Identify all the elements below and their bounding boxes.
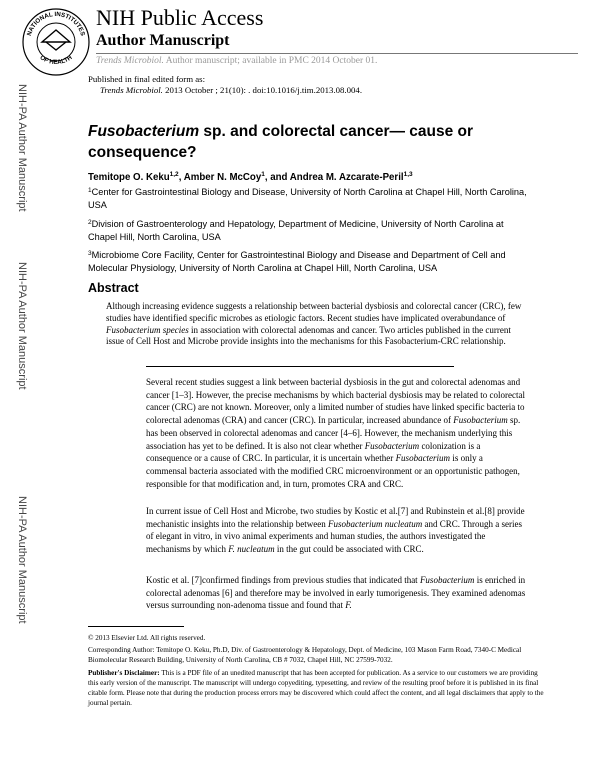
author-affiliation-mark: 1,3 xyxy=(403,171,413,178)
availability-text: Author manuscript; available in PMC 2014 October 01. xyxy=(163,56,378,66)
affiliation-text: Center for Gastrointestinal Biology and Disease, University of North Carolina at Chapel Hill, North Carolina, USA xyxy=(88,187,527,210)
para-segment: and CRC. Through a series of elegant in vitro, in vivo animal experiments and human studies, the authors investigated the mechanisms by which xyxy=(146,518,523,555)
author-affiliation-mark: 1,2 xyxy=(169,171,179,178)
affiliation-text: Division of Gastroenterology and Hepatology, Department of Medicine, University of North Carolina at Chapel Hill, North Carolina, USA xyxy=(88,219,504,242)
author-name: Temitope O. Keku xyxy=(88,172,170,183)
citation-details: 2013 October ; 21(10): . doi:10.1016/j.tim.2013.08.004. xyxy=(162,85,363,95)
sidebar-label: NIH-PA Author Manuscript xyxy=(16,84,28,212)
corresponding-author: Corresponding Author: Temitope O. Keku, Ph.D, Div. of Gastroenterology & Hepatology, Dept. of Medicine, 103 Mason Farm Road, 7340-C Medical Biomolecular Research Building, University of North Carolina, CB # 7032, Chapel Hill, NC 27599-7032. xyxy=(88,646,522,665)
affiliation-text: Microbiome Core Facility, Center for Gastrointestinal Biology and Disease and Department of Cell and Molecular Physiology, University of North Carolina at Chapel Hill, North Carolina, USA xyxy=(88,250,506,273)
body-paragraph xyxy=(146,376,526,490)
title-text: sp. and colorectal cancer— cause or consequence? xyxy=(88,123,474,161)
header-title: NIH Public Access xyxy=(96,5,264,30)
publication-citation xyxy=(88,85,362,96)
abstract-text xyxy=(106,301,524,348)
abstract-heading: Abstract xyxy=(88,281,139,295)
author-name: Amber N. McCoy xyxy=(183,172,262,183)
author-name: Andrea M. Azcarate-Peril xyxy=(289,172,404,183)
author-separator: , xyxy=(178,172,184,183)
header-divider xyxy=(96,53,578,54)
nih-logo xyxy=(20,4,92,76)
author-affiliation-mark: 1 xyxy=(261,171,265,178)
affiliation xyxy=(88,186,528,211)
para-emphasis: Fusobacterium xyxy=(419,575,475,585)
author-list xyxy=(88,172,413,183)
para-segment: is only a commensal bacteria associated with the modified CRC microenvironment or an opportunistic pathogen, responsible for that modification and, in turn, promotes CRA and CRC. xyxy=(146,453,520,489)
footnote-divider xyxy=(88,626,184,627)
publication-info xyxy=(88,74,362,96)
affiliation xyxy=(88,249,528,274)
para-segment: is enriched in colorectal adenomas [6] and therefore may be involved in early tumorigenesis. They examined adenomas versus surrounding non-adenoma tissue and found that xyxy=(146,575,526,611)
para-emphasis: Fusobacterium xyxy=(395,453,451,464)
header-subtitle: Author Manuscript xyxy=(96,32,230,49)
para-segment: Several recent studies suggest a link between bacterial dysbiosis in the gut and colorectal adenomas and cancer [1–3]. However, the precise mechanisms by which bacterial dysbiosis may be related to colorectal cancer (CRC) are not known. Moreover, only a limited number of studies have linked specific bacteria to colorectal adenomas (CRA) and cancer (CRC). In particular, increased abundance of xyxy=(146,377,525,426)
logo-text-bottom: OF HEALTH xyxy=(38,54,74,67)
para-emphasis: F. xyxy=(345,600,352,611)
affiliation-mark: 2 xyxy=(88,219,92,226)
para-emphasis: Fusobacterium xyxy=(364,440,420,451)
title-genus: Fusobacterium xyxy=(88,123,200,140)
sidebar-label: NIH-PA Author Manuscript xyxy=(16,262,28,390)
article-title xyxy=(88,121,528,163)
abstract-divider xyxy=(146,366,454,367)
para-emphasis: F. nucleatum xyxy=(228,544,275,555)
availability-journal: Trends Microbiol. xyxy=(96,56,164,66)
para-emphasis: Fusobacterium xyxy=(453,415,508,426)
para-segment: in the gut could be associated with CRC. xyxy=(274,544,424,555)
abstract-segment: in association with colorectal adenomas and cancer. Two articles published in the current issue of Cell Host and Microbe provide insights into the mechanisms for this Fasobacterium-CRC relationship. xyxy=(106,324,511,347)
logo-text-top: NATIONAL INSTITUTES xyxy=(25,10,87,37)
abstract-segment: Although increasing evidence suggests a relationship between bacterial dysbiosis and colorectal cancer (CRC), few studies have identified specific microbes as etiologic factors. Recent studies have implicated overabundance of xyxy=(106,301,522,323)
body-paragraph xyxy=(146,505,526,556)
disclaimer-label: Publisher's Disclaimer: xyxy=(88,668,160,677)
author-separator: , and xyxy=(264,172,290,183)
publisher-disclaimer xyxy=(88,668,548,709)
affiliation-mark: 1 xyxy=(88,187,92,194)
publication-label: Published in final edited form as: xyxy=(88,74,206,84)
logo-roof-icon xyxy=(42,30,70,42)
citation-journal: Trends Microbiol. xyxy=(100,85,163,95)
copyright-notice: © 2013 Elsevier Ltd. All rights reserved. xyxy=(88,634,206,642)
footnotes xyxy=(88,633,548,710)
abstract-emphasis: Fusobacterium species xyxy=(106,324,189,335)
logo-chevron-icon xyxy=(46,42,66,50)
disclaimer-text: This is a PDF file of an unedited manuscript that has been accepted for publication. As a service to our customers we are providing this early version of the manuscript. The manuscript will undergo copyediting, typesetting, and review of the resulting proof before it is published in its final citable form. Please note that during the production process errors may be discovered which could affect the content, and all legal disclaimers that apply to the journal pertain. xyxy=(88,668,544,708)
para-segment: sp. has been observed in colorectal adenomas and cancer [4–6]. However, the mechanism underlying this association has yet to be defined. It is also not clear whether xyxy=(146,415,521,451)
affiliation xyxy=(88,218,528,243)
para-segment: In current issue of Cell Host and Microbe, two studies by Kostic et al.[7] and Rubinstein et al.[8] provide mechanistic insights into the relationship between xyxy=(146,506,525,529)
sidebar-label: NIH-PA Author Manuscript xyxy=(16,496,28,624)
para-emphasis: Fusobacterium nucleatum xyxy=(327,518,423,529)
availability-note xyxy=(96,56,377,66)
para-segment: Kostic et al. [7]confirmed findings from previous studies that indicated that xyxy=(146,575,420,585)
body-paragraph xyxy=(146,574,526,612)
affiliation-mark: 3 xyxy=(88,250,92,257)
para-segment: colonization is a consequence or a cause of CRC. In particular, it is uncertain whether xyxy=(146,440,481,464)
